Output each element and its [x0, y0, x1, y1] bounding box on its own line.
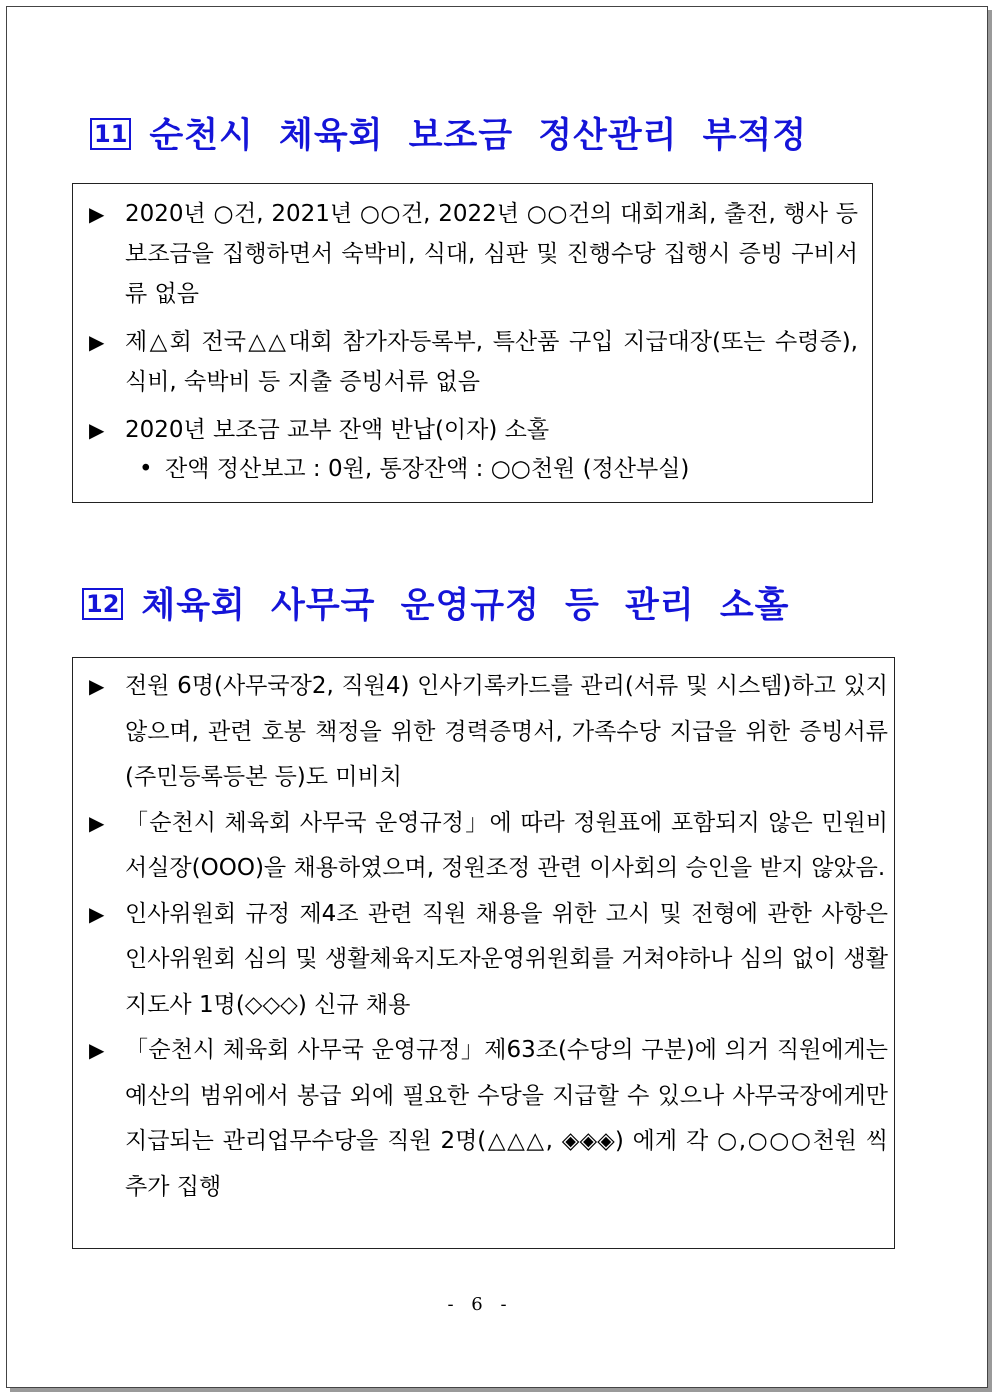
section-number-12: 12 [82, 588, 123, 620]
section-title-11: 순천시 체육회 보조금 정산관리 부적정 [149, 116, 808, 156]
item-text: 「순천시 체육회 사무국 운영규정」제63조(수당의 구분)에 의거 직원에게는 예산의 범위에서 봉급 외에 필요한 수당을 지급할 수 있으나 사무국장에게만 지급되는 관리업무수당을 직원 2명(△△△, ◈◈◈) 에게 각 ○,○○○천원 씩 추가 집행 [125, 1037, 888, 1200]
item-text: 2020년 보조금 교부 잔액 반납(이자) 소홀 [125, 417, 550, 443]
section-title-12: 체육회 사무국 운영규정 등 관리 소홀 [141, 586, 790, 626]
bullet-arrow-icon: ▶ [89, 1038, 105, 1062]
list-item [89, 892, 888, 1029]
list-item [89, 194, 858, 314]
item-text: 인사위원회 규정 제4조 관련 직원 채용을 위한 고시 및 전형에 관한 사항은 인사위원회 심의 및 생활체육지도자운영위원회를 거쳐야하나 심의 없이 생활지도사 1명(◇◇◇) 신규 채용 [125, 900, 888, 1018]
list-item [89, 322, 858, 402]
list-item [89, 1028, 888, 1210]
section-heading-11 [90, 108, 807, 158]
bullet-dot-icon: • [139, 456, 153, 482]
list-item [89, 801, 888, 892]
bullet-arrow-icon: ▶ [89, 674, 105, 698]
bullet-arrow-icon: ▶ [89, 810, 105, 835]
section-heading-12 [82, 578, 789, 628]
bullet-arrow-icon: ▶ [89, 901, 105, 926]
bullet-arrow-icon: ▶ [89, 202, 105, 226]
list-item [89, 664, 888, 801]
item-text: 2020년 ○건, 2021년 ○○건, 2022년 ○○건의 대회개최, 출전, 행사 등 보조금을 집행하면서 숙박비, 식대, 심판 및 진행수당 집행시 증빙 구비서류 없음 [125, 201, 858, 307]
item-text: 전원 6명(사무국장2, 직원4) 인사기록카드를 관리(서류 및 시스템)하고 있지 않으며, 관련 호봉 책정을 위한 경력증명서, 가족수당 지급을 위한 증빙서류(주민등록등본 등)도 미비치 [125, 673, 888, 790]
bullet-arrow-icon: ▶ [89, 330, 105, 354]
item-text: 제△회 전국△△대회 참가자등록부, 특산품 구입 지급대장(또는 수령증), 식비, 숙박비 등 지출 증빙서류 없음 [125, 329, 858, 395]
page-number: - 6 - [447, 1294, 513, 1315]
section-box-12 [72, 657, 895, 1249]
sub-item-text: 잔액 정산보고 : 0원, 통장잔액 : ○○천원 (정산부실) [165, 456, 690, 482]
item-text: 「순천시 체육회 사무국 운영규정」에 따라 정원표에 포함되지 않은 민원비서실장(OOO)을 채용하였으며, 정원조정 관련 이사회의 승인을 받지 않았음. [125, 809, 888, 881]
list-item [89, 410, 858, 450]
section-number-11: 11 [90, 118, 131, 150]
bullet-arrow-icon: ▶ [89, 418, 105, 442]
section-box-11 [72, 183, 873, 503]
sub-list-item [89, 450, 858, 488]
